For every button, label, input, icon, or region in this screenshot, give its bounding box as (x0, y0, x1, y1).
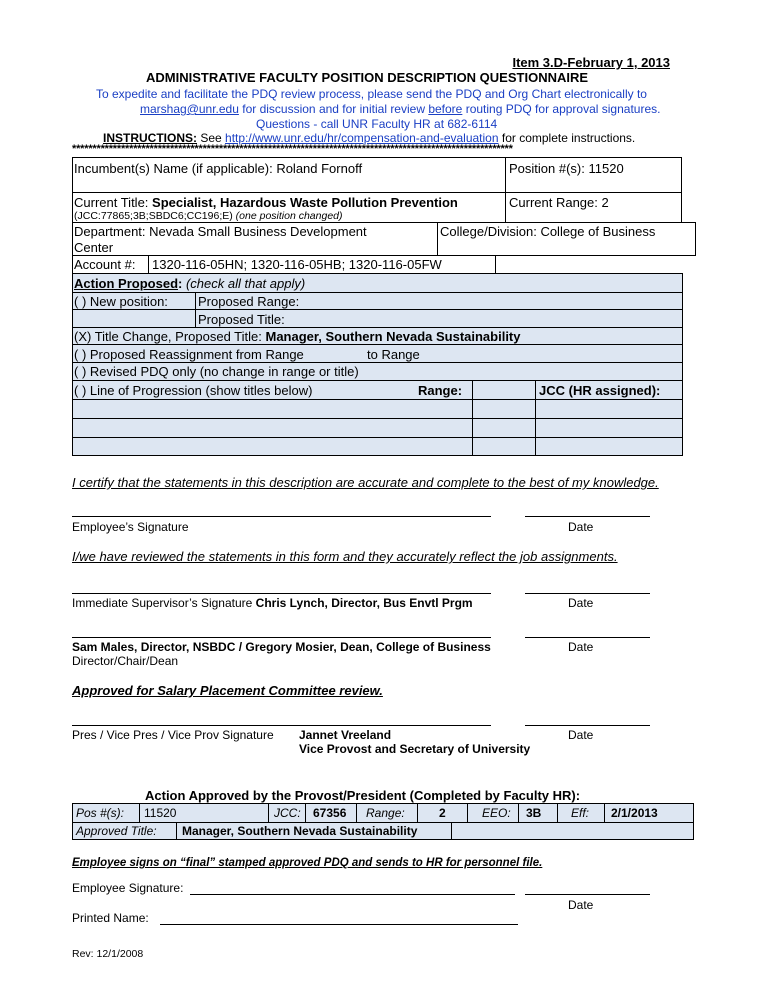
proposed-range-label: Proposed Range: (198, 294, 300, 309)
title-change-label: (X) Title Change, Proposed Title: (74, 329, 266, 344)
incumbent-label: Incumbent(s) Name (if applicable): (74, 161, 277, 176)
final-pos-label: Pos #(s): (76, 806, 125, 820)
pres-signature-line[interactable] (72, 725, 491, 726)
final-eff-label: Eff: (571, 806, 590, 820)
proposed-title-label: Proposed Title: (198, 312, 285, 327)
final-jcc-value: 67356 (313, 806, 347, 820)
header-note-2-mid: for discussion and for initial review (238, 102, 429, 116)
instructions-label: INSTRUCTIONS: (103, 131, 197, 145)
department-value: Nevada Small Business Development (149, 224, 367, 239)
supervisor-name: Chris Lynch, Director, Bus Envtl Prgm (255, 596, 473, 610)
director-signature-line[interactable] (72, 637, 491, 638)
department-line-2: Center (74, 240, 114, 255)
line-progression-checkbox[interactable]: ( ) Line of Progression (show titles below) (74, 383, 313, 398)
before-emphasis: before (428, 102, 463, 116)
incumbent-value: Roland Fornoff (276, 161, 363, 176)
department-field (74, 224, 367, 239)
employee-date-line[interactable] (525, 516, 650, 517)
footer-date-label: Date (568, 898, 594, 912)
current-range-label: Current Range: (509, 195, 602, 210)
pres-date-label: Date (568, 728, 594, 742)
employee-signature-line[interactable] (72, 516, 491, 517)
current-title-label: Current Title: (74, 195, 153, 210)
new-position-checkbox[interactable]: ( ) New position: (74, 294, 168, 309)
instructions-link[interactable]: http://www.unr.edu/hr/compensation-and-evaluation (225, 131, 499, 145)
final-pos-value: 11520 (144, 806, 177, 820)
account-label: Account #: (74, 257, 136, 272)
final-title-value: Manager, Southern Nevada Sustainability (182, 824, 418, 838)
header-note-2-end: routing PDQ for approval signatures. (462, 102, 661, 116)
printed-name-label: Printed Name: (72, 911, 149, 925)
header-note-2 (140, 102, 660, 116)
final-jcc-label: JCC: (274, 806, 301, 820)
item-number: Item 3.D-February 1, 2013 (512, 55, 670, 70)
incumbent-field (74, 161, 362, 176)
jcc-header: JCC (HR assigned): (539, 383, 661, 398)
jcc-code: (JCC:77865;3B;SBDC6;CC196;E) (74, 210, 233, 222)
form-title: ADMINISTRATIVE FACULTY POSITION DESCRIPTION QUESTIONNAIRE (146, 70, 589, 85)
final-pdq-note: Employee signs on “final” stamped approved PDQ and sends to HR for personnel file. (72, 857, 543, 869)
college-value: College of Business (540, 224, 656, 239)
email-link[interactable]: marshag@unr.edu (140, 102, 239, 116)
current-title-field (74, 195, 458, 210)
instructions-post: for complete instructions. (498, 131, 636, 145)
final-title-label: Approved Title: (76, 824, 157, 838)
supervisor-date-label: Date (568, 596, 594, 610)
header-note-1: To expedite and facilitate the PDQ review process, please send the PDQ and Org Chart electronically to (96, 87, 647, 101)
account-value: 1320-116-05HN; 1320-116-05HB; 1320-116-05FW (152, 257, 442, 272)
position-label: Position #(s): (509, 161, 589, 176)
approver-name: Jannet Vreeland (299, 728, 392, 742)
final-eeo-value: 3B (526, 806, 542, 820)
position-field (509, 161, 624, 176)
to-range-label: to Range (367, 347, 420, 362)
final-eeo-label: EEO: (482, 806, 511, 820)
reassignment-checkbox[interactable]: ( ) Proposed Reassignment from Range (74, 347, 304, 362)
jcc-line (74, 210, 343, 222)
final-eff-value: 2/1/2013 (611, 806, 658, 820)
certify-statement: I certify that the statements in this description are accurate and complete to the best of my knowledge. (72, 475, 659, 490)
instructions-pre: See (197, 131, 226, 145)
approved-statement: Approved for Salary Placement Committee review. (72, 683, 383, 698)
director-names: Sam Males, Director, NSBDC / Gregory Mosier, Dean, College of Business (72, 640, 491, 654)
pres-date-line[interactable] (525, 725, 650, 726)
position-value: 11520 (588, 161, 624, 176)
director-label: Director/Chair/Dean (72, 654, 179, 668)
jcc-note: (one position changed) (232, 210, 343, 222)
header-note-3: Questions - call UNR Faculty HR at 682-6114 (256, 117, 498, 131)
department-label: Department: (74, 224, 150, 239)
review-statement: I/we have reviewed the statements in this form and they accurately reflect the job assignments. (72, 549, 618, 564)
final-range-value: 2 (439, 806, 446, 820)
college-label: College/Division: (440, 224, 541, 239)
employee-signature-label: Employee’s Signature (72, 520, 189, 534)
employee-date-label: Date (568, 520, 594, 534)
supervisor-field (72, 596, 473, 610)
final-range-label: Range: (366, 806, 405, 820)
title-change-value: Manager, Southern Nevada Sustainability (265, 329, 521, 344)
supervisor-date-line[interactable] (525, 593, 650, 594)
current-range-field (509, 195, 609, 210)
pres-signature-label: Pres / Vice Pres / Vice Prov Signature (72, 728, 274, 742)
footer-employee-signature-line[interactable] (190, 894, 515, 895)
action-proposed-label: Action Proposed (74, 276, 179, 291)
approver-title: Vice Provost and Secretary of University (299, 742, 531, 756)
final-approval-heading: Action Approved by the Provost/President (Completed by Faculty HR): (145, 788, 581, 803)
college-field (440, 224, 655, 239)
range-header: Range: (418, 383, 463, 398)
action-proposed-heading: Action Proposed: (check all that apply) (74, 276, 306, 291)
star-divider: ************************************************************************************************************ (72, 143, 513, 155)
title-change-checkbox[interactable] (74, 329, 521, 344)
revision-date: Rev: 12/1/2008 (72, 948, 144, 960)
supervisor-label: Immediate Supervisor’s Signature (72, 596, 256, 610)
action-proposed-sub: (check all that apply) (185, 276, 306, 291)
supervisor-signature-line[interactable] (72, 593, 491, 594)
footer-date-line[interactable] (525, 894, 650, 895)
revised-pdq-checkbox[interactable]: ( ) Revised PDQ only (no change in range or title) (74, 364, 359, 379)
printed-name-line[interactable] (160, 924, 518, 925)
director-date-label: Date (568, 640, 594, 654)
director-date-line[interactable] (525, 637, 650, 638)
current-title-value: Specialist, Hazardous Waste Pollution Prevention (152, 195, 458, 210)
current-range-value: 2 (601, 195, 609, 210)
footer-employee-signature-label: Employee Signature: (72, 881, 184, 895)
